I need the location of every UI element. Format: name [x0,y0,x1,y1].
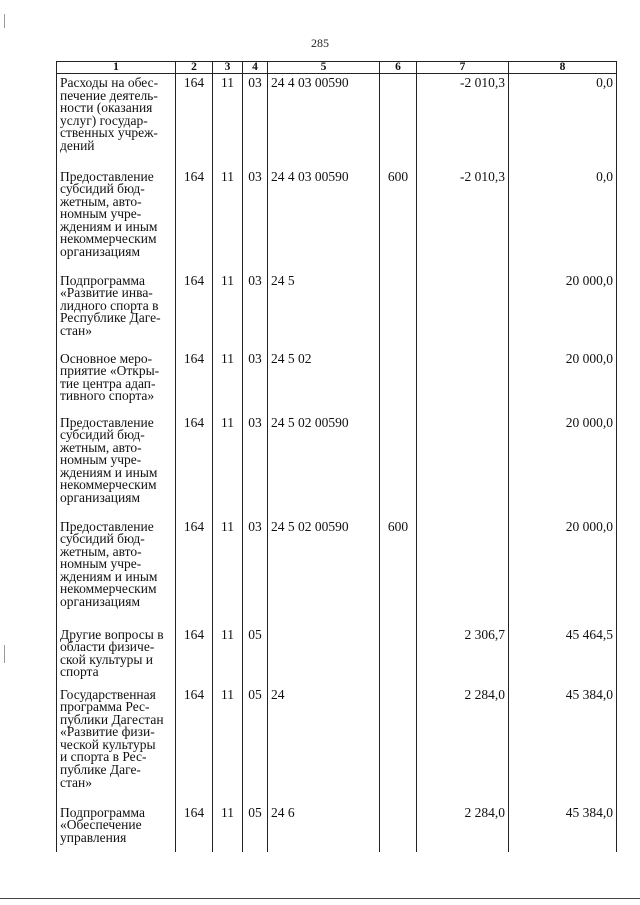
column-header: 4 [243,62,268,74]
row-name-cell: Предоставление субсидий бюд- жетным, авто- номным учре- ждениям и иным некоммерческим организациям [57,168,176,272]
section-code-cell: 11 [213,168,243,272]
subsection-code-cell: 03 [243,272,268,350]
section-code-cell: 11 [213,518,243,626]
row-name-cell: Предоставление субсидий бюд- жетным, авто- номным учре- ждениям и иным некоммерческим организациям [57,518,176,626]
section-code-cell: 11 [213,350,243,414]
subsection-code-cell: 03 [243,350,268,414]
scan-margin-mark [4,645,5,663]
target-article-cell: 24 5 02 [268,350,380,414]
subsection-code-cell: 05 [243,804,268,852]
row-name-cell: Подпрограмма «Развитие инва- лидного спорта в Республике Даге- стан» [57,272,176,350]
ministry-code-cell: 164 [176,74,213,168]
amount-change-cell [417,414,509,518]
amount-change-cell: 2 306,7 [417,626,509,686]
column-header: 1 [57,62,176,74]
amount-change-cell: 2 284,0 [417,804,509,852]
ministry-code-cell: 164 [176,626,213,686]
subsection-code-cell: 03 [243,168,268,272]
amount-total-cell: 45 464,5 [509,626,617,686]
row-name-cell: Подпрограмма «Обеспечение управления [57,804,176,852]
page-number: 285 [311,36,329,50]
budget-table [56,61,617,852]
target-article-cell: 24 5 02 00590 [268,414,380,518]
ministry-code-cell: 164 [176,686,213,804]
table-body [57,74,617,852]
subsection-code-cell: 03 [243,414,268,518]
amount-change-cell [417,518,509,626]
section-code-cell: 11 [213,414,243,518]
amount-change-cell: 2 284,0 [417,686,509,804]
amount-total-cell: 45 384,0 [509,686,617,804]
amount-change-cell [417,272,509,350]
target-article-cell: 24 5 [268,272,380,350]
expense-type-cell [380,74,417,168]
scan-margin-mark [4,14,5,28]
table-row [57,350,617,414]
target-article-cell [268,626,380,686]
column-header: 5 [268,62,380,74]
page-bottom-edge [0,898,640,899]
column-header: 2 [176,62,213,74]
section-code-cell: 11 [213,74,243,168]
target-article-cell: 24 4 03 00590 [268,168,380,272]
table-row [57,626,617,686]
ministry-code-cell: 164 [176,518,213,626]
table-row [57,168,617,272]
ministry-code-cell: 164 [176,272,213,350]
ministry-code-cell: 164 [176,414,213,518]
column-header: 8 [509,62,617,74]
table-row [57,804,617,852]
row-name-cell: Основное меро- приятие «Откры- тие центра адап- тивного спорта» [57,350,176,414]
amount-total-cell: 45 384,0 [509,804,617,852]
target-article-cell: 24 5 02 00590 [268,518,380,626]
column-header: 3 [213,62,243,74]
subsection-code-cell: 03 [243,74,268,168]
amount-change-cell [417,350,509,414]
subsection-code-cell: 03 [243,518,268,626]
column-header: 7 [417,62,509,74]
row-name-cell: Другие вопросы в области физиче- ской культуры и спорта [57,626,176,686]
table-header-row [57,62,617,74]
table-row [57,686,617,804]
row-name-cell: Расходы на обес- печение деятель- ности (оказания услуг) государ- ственных учреж- дений [57,74,176,168]
section-code-cell: 11 [213,804,243,852]
expense-type-cell [380,626,417,686]
amount-total-cell: 0,0 [509,74,617,168]
expense-type-cell [380,804,417,852]
ministry-code-cell: 164 [176,804,213,852]
amount-change-cell: -2 010,3 [417,168,509,272]
ministry-code-cell: 164 [176,350,213,414]
expense-type-cell [380,414,417,518]
expense-type-cell [380,350,417,414]
table-row [57,414,617,518]
subsection-code-cell: 05 [243,686,268,804]
column-header: 6 [380,62,417,74]
ministry-code-cell: 164 [176,168,213,272]
amount-total-cell: 20 000,0 [509,350,617,414]
table-row [57,74,617,168]
table-row [57,272,617,350]
expense-type-cell: 600 [380,168,417,272]
row-name-cell: Предоставление субсидий бюд- жетным, авто- номным учре- ждениям и иным некоммерческим организациям [57,414,176,518]
target-article-cell: 24 [268,686,380,804]
table-row [57,518,617,626]
target-article-cell: 24 4 03 00590 [268,74,380,168]
target-article-cell: 24 6 [268,804,380,852]
subsection-code-cell: 05 [243,626,268,686]
section-code-cell: 11 [213,686,243,804]
expense-type-cell [380,686,417,804]
section-code-cell: 11 [213,626,243,686]
amount-total-cell: 20 000,0 [509,414,617,518]
row-name-cell: Государственная программа Рес- публики Дагестан «Развитие физи- ческой культуры и спорта в Рес- публике Даге- стан» [57,686,176,804]
expense-type-cell [380,272,417,350]
amount-total-cell: 20 000,0 [509,272,617,350]
expense-type-cell: 600 [380,518,417,626]
amount-total-cell: 0,0 [509,168,617,272]
amount-total-cell: 20 000,0 [509,518,617,626]
amount-change-cell: -2 010,3 [417,74,509,168]
section-code-cell: 11 [213,272,243,350]
